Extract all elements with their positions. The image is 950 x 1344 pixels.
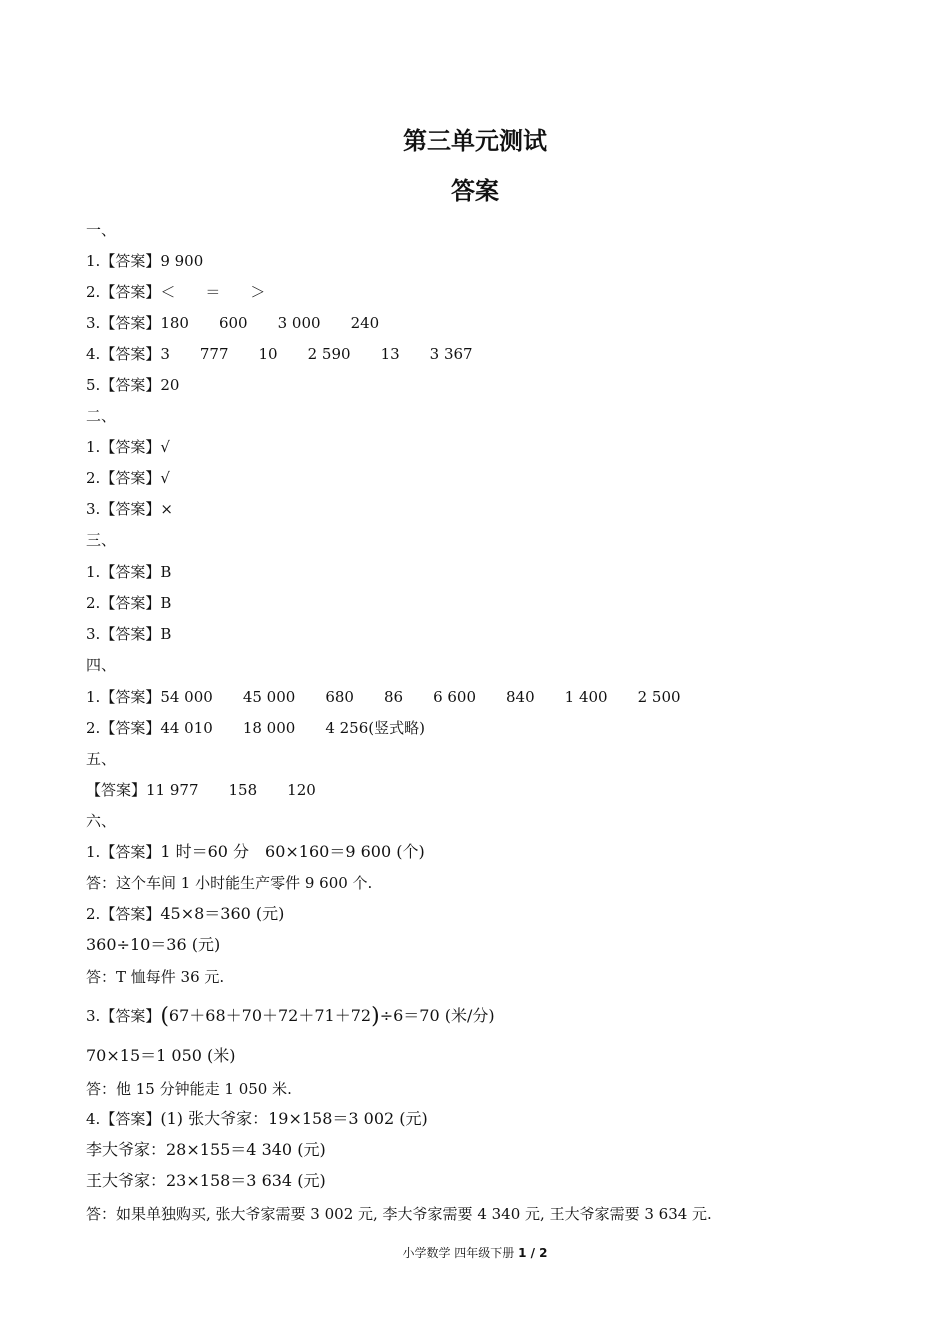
section-heading-4: 四、 — [86, 656, 117, 674]
section-heading-3: 三、 — [86, 531, 117, 549]
equation-line: 王大爷家：23×158＝3 634 (元) — [86, 1171, 326, 1190]
answer-line: 2.【答案】B — [86, 594, 172, 612]
answer-line: 1.【答案】√ — [86, 438, 170, 456]
answer-line: 5.【答案】20 — [86, 376, 180, 394]
page-footer — [0, 1245, 950, 1261]
page-number: 1 / 2 — [518, 1246, 548, 1260]
answer-sentence: 答：这个车间 1 小时能生产零件 9 600 个. — [86, 874, 373, 892]
footer-text: 小学数学 四年级下册 — [402, 1246, 519, 1260]
answer-line: 1.【答案】B — [86, 563, 172, 581]
equation-line: 360÷10＝36 (元) — [86, 935, 221, 954]
section-heading-1: 一、 — [86, 221, 117, 239]
section-heading-5: 五、 — [86, 750, 117, 768]
answer-line: 1.【答案】1 时＝60 分 60×160＝9 600 (个) — [86, 842, 425, 861]
answer-line: 【答案】11 977 158 120 — [86, 781, 316, 799]
page-subtitle: 答案 — [451, 177, 499, 205]
answer-line: 3.【答案】(67＋68＋70＋72＋71＋72)÷6＝70 (米/分) — [86, 1004, 495, 1029]
answer-line: 4.【答案】(1) 张大爷家：19×158＝3 002 (元) — [86, 1109, 428, 1128]
answer-line: 1.【答案】9 900 — [86, 252, 204, 270]
answer-line: 2.【答案】44 010 18 000 4 256(竖式略) — [86, 719, 425, 737]
answer-line: 2.【答案】√ — [86, 469, 170, 487]
answer-sentence: 答：他 15 分钟能走 1 050 米. — [86, 1080, 292, 1098]
answer-line: 2.【答案】＜ ＝ ＞ — [86, 283, 266, 301]
answer-line: 4.【答案】3 777 10 2 590 13 3 367 — [86, 345, 473, 363]
answer-line: 3.【答案】× — [86, 500, 173, 518]
answer-sentence: 答：T 恤每件 36 元. — [86, 968, 225, 986]
section-heading-2: 二、 — [86, 407, 117, 425]
answer-line: 3.【答案】B — [86, 625, 172, 643]
section-heading-6: 六、 — [86, 812, 117, 830]
answer-sentence: 答：如果单独购买, 张大爷家需要 3 002 元, 李大爷家需要 4 340 元, 王大爷家需要 3 634 元. — [86, 1205, 712, 1223]
equation-line: 70×15＝1 050 (米) — [86, 1046, 236, 1065]
equation-line: 李大爷家：28×155＝4 340 (元) — [86, 1140, 326, 1159]
page-title: 第三单元测试 — [403, 127, 547, 155]
answer-line: 3.【答案】180 600 3 000 240 — [86, 314, 380, 332]
answer-line: 2.【答案】45×8＝360 (元) — [86, 904, 285, 923]
answer-line: 1.【答案】54 000 45 000 680 86 6 600 840 1 400 2 500 — [86, 688, 681, 706]
